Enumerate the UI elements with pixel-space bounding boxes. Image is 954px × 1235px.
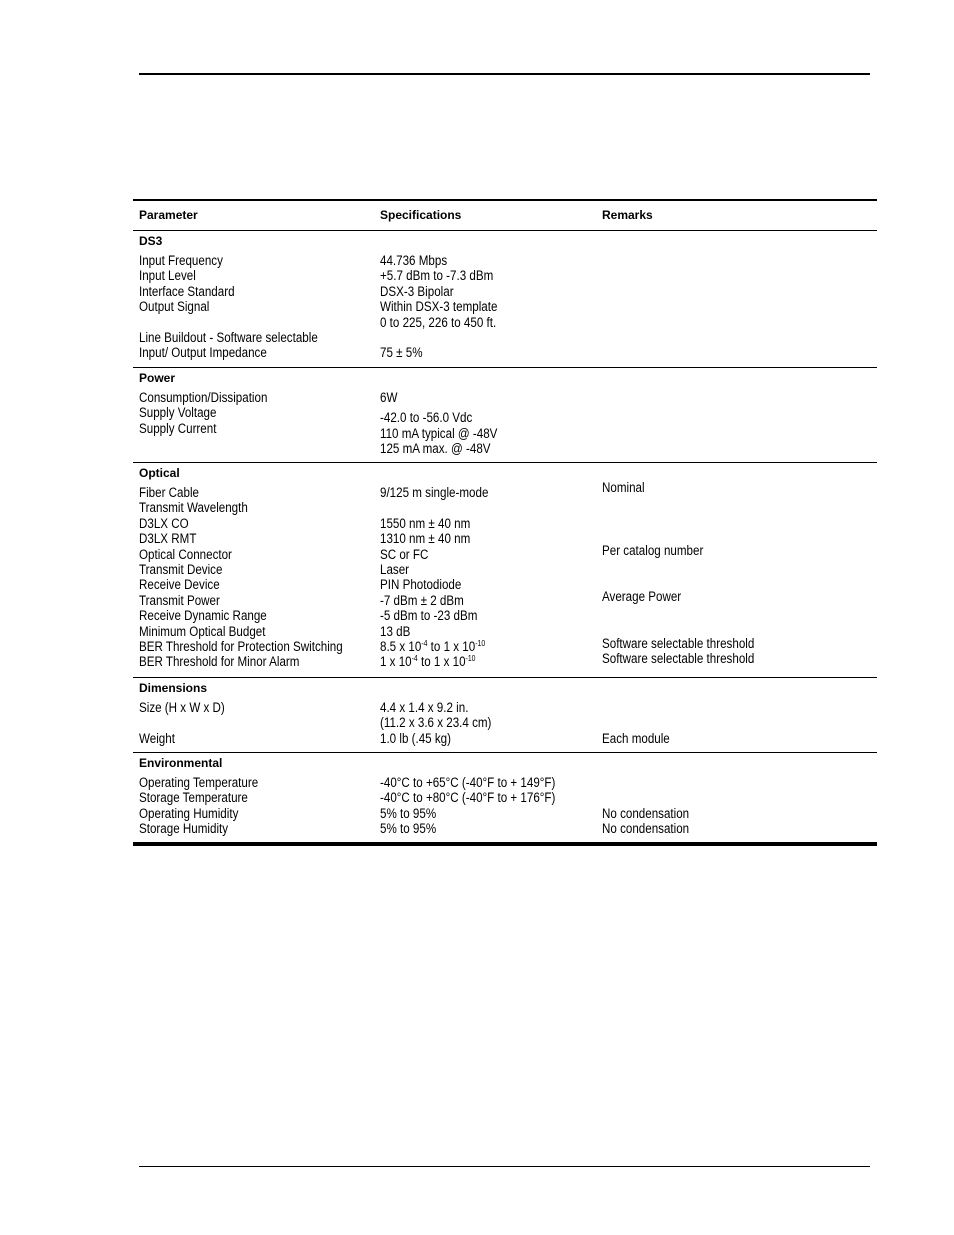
specification-column — [380, 485, 488, 670]
parameter-label: Storage Temperature — [139, 790, 248, 806]
specification-value: 110 mA typical @ -48V — [380, 425, 498, 441]
specification-value: 125 mA max. @ -48V — [380, 441, 491, 457]
ber-minor-value — [380, 654, 488, 669]
section-title: Power — [139, 371, 176, 385]
specifications-table — [133, 199, 877, 846]
specification-value: 9/125 m single-mode — [380, 485, 489, 500]
specification-value: 75 ± 5% — [380, 345, 423, 361]
specification-value: 1310 nm ± 40 nm — [380, 531, 471, 547]
specification-value: Within DSX-3 template — [380, 299, 498, 315]
section-power — [133, 368, 877, 462]
ber-exponent: -10 — [465, 654, 476, 664]
parameter-label: Fiber Cable — [139, 485, 200, 500]
specification-column — [380, 390, 497, 457]
parameter-label: Size (H x W x D) — [139, 700, 225, 715]
specification-value: -5 dBm to -23 dBm — [380, 608, 478, 624]
ber-exponent: -10 — [475, 638, 486, 648]
header-remarks: Remarks — [602, 208, 653, 222]
specification-value: 13 dB — [380, 623, 411, 639]
ber-exponent: -4 — [411, 654, 418, 664]
remark-text: Software selectable threshold — [602, 636, 755, 651]
parameter-label: Transmit Power — [139, 592, 220, 608]
parameter-label: Minimum Optical Budget — [139, 623, 266, 639]
parameter-label: Operating Temperature — [139, 775, 259, 790]
ber-mantissa: 1 x 10 — [380, 654, 412, 670]
parameter-label: Line Buildout - Software selectable — [139, 329, 318, 345]
specification-value: Laser — [380, 561, 410, 577]
parameter-column — [139, 775, 258, 837]
specification-value — [380, 500, 488, 515]
header-specifications: Specifications — [380, 208, 462, 222]
specification-value: 1550 nm ± 40 nm — [380, 515, 471, 531]
remark-catalog: Per catalog number — [602, 543, 704, 558]
parameter-label: Input Frequency — [139, 253, 223, 268]
specification-value: (11.2 x 3.6 x 23.4 cm) — [380, 715, 492, 731]
parameter-label: Operating Humidity — [139, 805, 239, 821]
section-title: Optical — [139, 466, 180, 480]
parameter-label: Supply Voltage — [139, 405, 217, 421]
parameter-label: D3LX RMT — [139, 531, 197, 547]
specification-value: 4.4 x 1.4 x 9.2 in. — [380, 700, 469, 715]
specification-value: -40°C to +80°C (-40°F to + 176°F) — [380, 790, 556, 806]
table-header-row — [133, 201, 877, 230]
parameter-label: Interface Standard — [139, 283, 235, 299]
specification-value: -40°C to +65°C (-40°F to + 149°F) — [380, 775, 556, 790]
specification-value: 0 to 225, 226 to 450 ft. — [380, 314, 497, 330]
parameter-label: Weight — [139, 730, 175, 746]
parameter-label: Output Signal — [139, 299, 210, 315]
ber-exponent: -4 — [421, 638, 428, 648]
specification-column — [380, 253, 497, 361]
specification-value: 1.0 lb (.45 kg) — [380, 730, 451, 746]
specification-value: -7 dBm ± 2 dBm — [380, 592, 464, 608]
header-parameter: Parameter — [139, 208, 198, 222]
parameter-label: Transmit Device — [139, 561, 223, 577]
specification-value: PIN Photodiode — [380, 577, 462, 593]
remark-text: No condensation — [602, 821, 690, 837]
remark-text: Software selectable threshold — [602, 651, 755, 667]
specification-value: 6W — [380, 390, 398, 405]
ber-protection-value — [380, 639, 488, 654]
specification-value: 44.736 Mbps — [380, 253, 448, 268]
parameter-column — [139, 390, 267, 436]
parameter-column — [139, 485, 343, 670]
parameter-label: D3LX CO — [139, 515, 189, 531]
remark-average-power: Average Power — [602, 589, 682, 604]
parameter-label: Optical Connector — [139, 546, 232, 562]
specification-value: 5% to 95% — [380, 821, 437, 837]
specification-value: 5% to 95% — [380, 805, 437, 821]
parameter-label: BER Threshold for Protection Switching — [139, 638, 343, 654]
remark-text: No condensation — [602, 806, 690, 821]
section-dimensions — [133, 678, 877, 752]
remark-humidity — [602, 806, 689, 837]
footer-rule — [139, 1166, 870, 1167]
section-environmental — [133, 753, 877, 842]
section-title: Environmental — [139, 756, 223, 770]
specification-column — [380, 775, 555, 837]
ber-mantissa: to 1 x 10 — [427, 638, 476, 654]
parameter-label: Consumption/Dissipation — [139, 390, 268, 405]
parameter-label: Transmit Wavelength — [139, 500, 248, 516]
ber-mantissa: 8.5 x 10 — [380, 638, 422, 654]
specification-value: DSX-3 Bipolar — [380, 283, 454, 299]
parameter-label: Supply Current — [139, 420, 217, 436]
parameter-label: Receive Device — [139, 577, 220, 593]
ber-mantissa: to 1 x 10 — [417, 654, 466, 670]
parameter-label: Receive Dynamic Range — [139, 608, 267, 624]
specification-column — [380, 700, 491, 746]
specification-value — [380, 330, 497, 345]
section-optical — [133, 463, 877, 677]
remark-threshold — [602, 636, 754, 667]
parameter-label: BER Threshold for Minor Alarm — [139, 654, 300, 670]
table-bottom-rule — [133, 842, 877, 846]
section-title: Dimensions — [139, 681, 208, 695]
parameter-column — [139, 700, 225, 746]
remark-each-module: Each module — [602, 731, 670, 746]
parameter-label: Input Level — [139, 268, 196, 284]
parameter-column — [139, 253, 318, 361]
specification-value: SC or FC — [380, 546, 429, 562]
parameter-label: Input/ Output Impedance — [139, 345, 267, 361]
parameter-label: Storage Humidity — [139, 821, 229, 837]
header-rule — [139, 73, 870, 75]
specification-value: +5.7 dBm to -7.3 dBm — [380, 268, 494, 284]
parameter-label — [139, 715, 225, 730]
section-title: DS3 — [139, 234, 163, 248]
specification-value: -42.0 to -56.0 Vdc — [380, 410, 473, 426]
remark-nominal: Nominal — [602, 480, 645, 495]
parameter-label — [139, 315, 318, 330]
section-ds3 — [133, 231, 877, 367]
